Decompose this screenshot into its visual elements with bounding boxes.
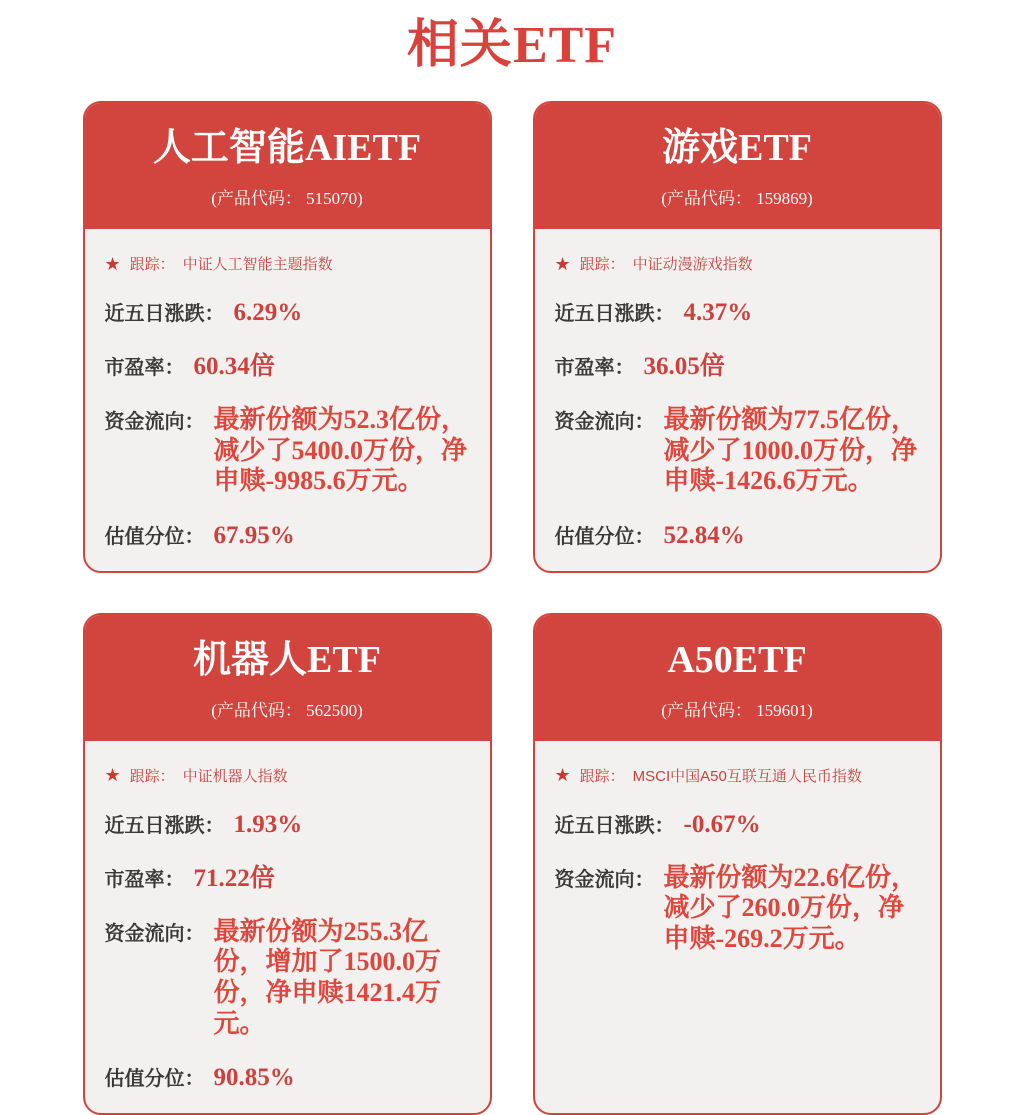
row-valuation — [105, 520, 470, 551]
row-value: 1.93% — [233, 810, 303, 838]
row-label: 资金流向： — [554, 411, 655, 434]
star-icon: ★ — [104, 253, 121, 274]
row-value: -0.67% — [683, 810, 761, 838]
row-label: 市盈率： — [554, 357, 635, 380]
tracking-label: 跟踪： — [579, 256, 625, 274]
row-pe — [105, 863, 470, 894]
etf-card-ai — [83, 101, 492, 573]
tracking-label: 跟踪： — [579, 767, 625, 785]
row-value: 6.29% — [233, 299, 303, 327]
star-icon: ★ — [554, 253, 571, 274]
card-title-zh: 人工智能 — [152, 127, 305, 170]
row-pe — [105, 351, 470, 382]
row-label: 近五日涨跌： — [554, 814, 675, 837]
row-value: 36.05倍 — [643, 353, 725, 381]
row-label: 估值分位： — [104, 1068, 205, 1091]
row-value: 最新份额为77.5亿份，减少了1000.0万份，净申赎-1426.6万元。 — [663, 405, 918, 496]
row-value: 52.84% — [663, 522, 745, 550]
card-title-zh: 游戏 — [662, 127, 739, 170]
row-label: 近五日涨跌： — [554, 303, 675, 326]
star-icon: ★ — [554, 765, 571, 786]
card-title-zh: 机器人 — [193, 639, 308, 682]
row-label: 近五日涨跌： — [104, 814, 225, 837]
card-header — [85, 103, 490, 229]
row-value: 71.22倍 — [193, 864, 275, 892]
row-label: 资金流向： — [104, 411, 205, 434]
tracking-label: 跟踪： — [129, 256, 175, 274]
row-value: 60.34倍 — [193, 353, 275, 381]
row-value: 90.85% — [213, 1064, 295, 1092]
page-title — [0, 14, 1024, 77]
card-title — [545, 127, 930, 171]
card-body — [535, 229, 940, 571]
product-code: (产品代码： 159601) — [661, 700, 813, 720]
row-label: 资金流向： — [554, 868, 655, 891]
page-title-en: ETF — [512, 17, 618, 74]
row-fund-flow — [105, 405, 470, 497]
row-label: 市盈率： — [104, 868, 185, 891]
card-title-en: A50ETF — [667, 639, 807, 682]
row-change — [555, 297, 920, 328]
row-fund-flow — [105, 917, 470, 1040]
product-code: (产品代码： 515070) — [211, 189, 363, 209]
page-title-zh: 相关 — [406, 16, 513, 74]
etf-card-game — [533, 101, 942, 573]
row-value: 最新份额为52.3亿份，减少了5400.0万份，净申赎-9985.6万元。 — [213, 405, 468, 496]
card-title — [545, 639, 930, 683]
card-body — [85, 229, 490, 571]
card-title-en: ETF — [307, 639, 381, 682]
tracking-index: 中证动漫游戏指数 — [632, 256, 753, 274]
card-header — [85, 615, 490, 741]
card-title-en: AIETF — [304, 127, 422, 170]
card-body — [535, 741, 940, 1114]
etf-card-a50 — [533, 613, 942, 1115]
card-title — [95, 127, 480, 171]
row-value: 最新份额为22.6亿份，减少了260.0万份，净申赎-269.2万元。 — [663, 862, 918, 954]
row-value: 最新份额为255.3亿份，增加了1500.0万份，净申赎1421.4万元。 — [213, 916, 442, 1038]
tracking-line — [555, 765, 920, 786]
product-code: (产品代码： 562500) — [211, 700, 363, 720]
etf-cards-grid — [83, 101, 942, 1115]
tracking-index: 中证机器人指数 — [182, 767, 288, 785]
row-change — [105, 297, 470, 328]
row-fund-flow — [555, 863, 920, 955]
card-header — [535, 615, 940, 741]
row-label: 市盈率： — [104, 357, 185, 380]
row-label: 资金流向： — [104, 922, 205, 945]
row-label: 估值分位： — [104, 526, 205, 549]
row-value: 4.37% — [683, 299, 753, 327]
product-code: (产品代码： 159869) — [661, 189, 813, 209]
row-pe — [555, 351, 920, 382]
tracking-line — [105, 765, 470, 786]
row-valuation — [105, 1062, 470, 1093]
card-title-en: ETF — [738, 127, 812, 170]
row-change — [105, 809, 470, 840]
tracking-index: MSCI中国A50互联互通人民币指数 — [632, 767, 862, 785]
card-header — [535, 103, 940, 229]
card-body — [85, 741, 490, 1114]
tracking-line — [555, 253, 920, 274]
card-title — [95, 639, 480, 683]
row-label: 近五日涨跌： — [104, 303, 225, 326]
row-change — [555, 809, 920, 840]
row-fund-flow — [555, 405, 920, 497]
tracking-index: 中证人工智能主题指数 — [182, 256, 333, 274]
row-valuation — [555, 520, 920, 551]
tracking-label: 跟踪： — [129, 767, 175, 785]
row-label: 估值分位： — [554, 526, 655, 549]
star-icon: ★ — [104, 765, 121, 786]
row-value: 67.95% — [213, 522, 295, 550]
etf-card-robot — [83, 613, 492, 1115]
tracking-line — [105, 253, 470, 274]
